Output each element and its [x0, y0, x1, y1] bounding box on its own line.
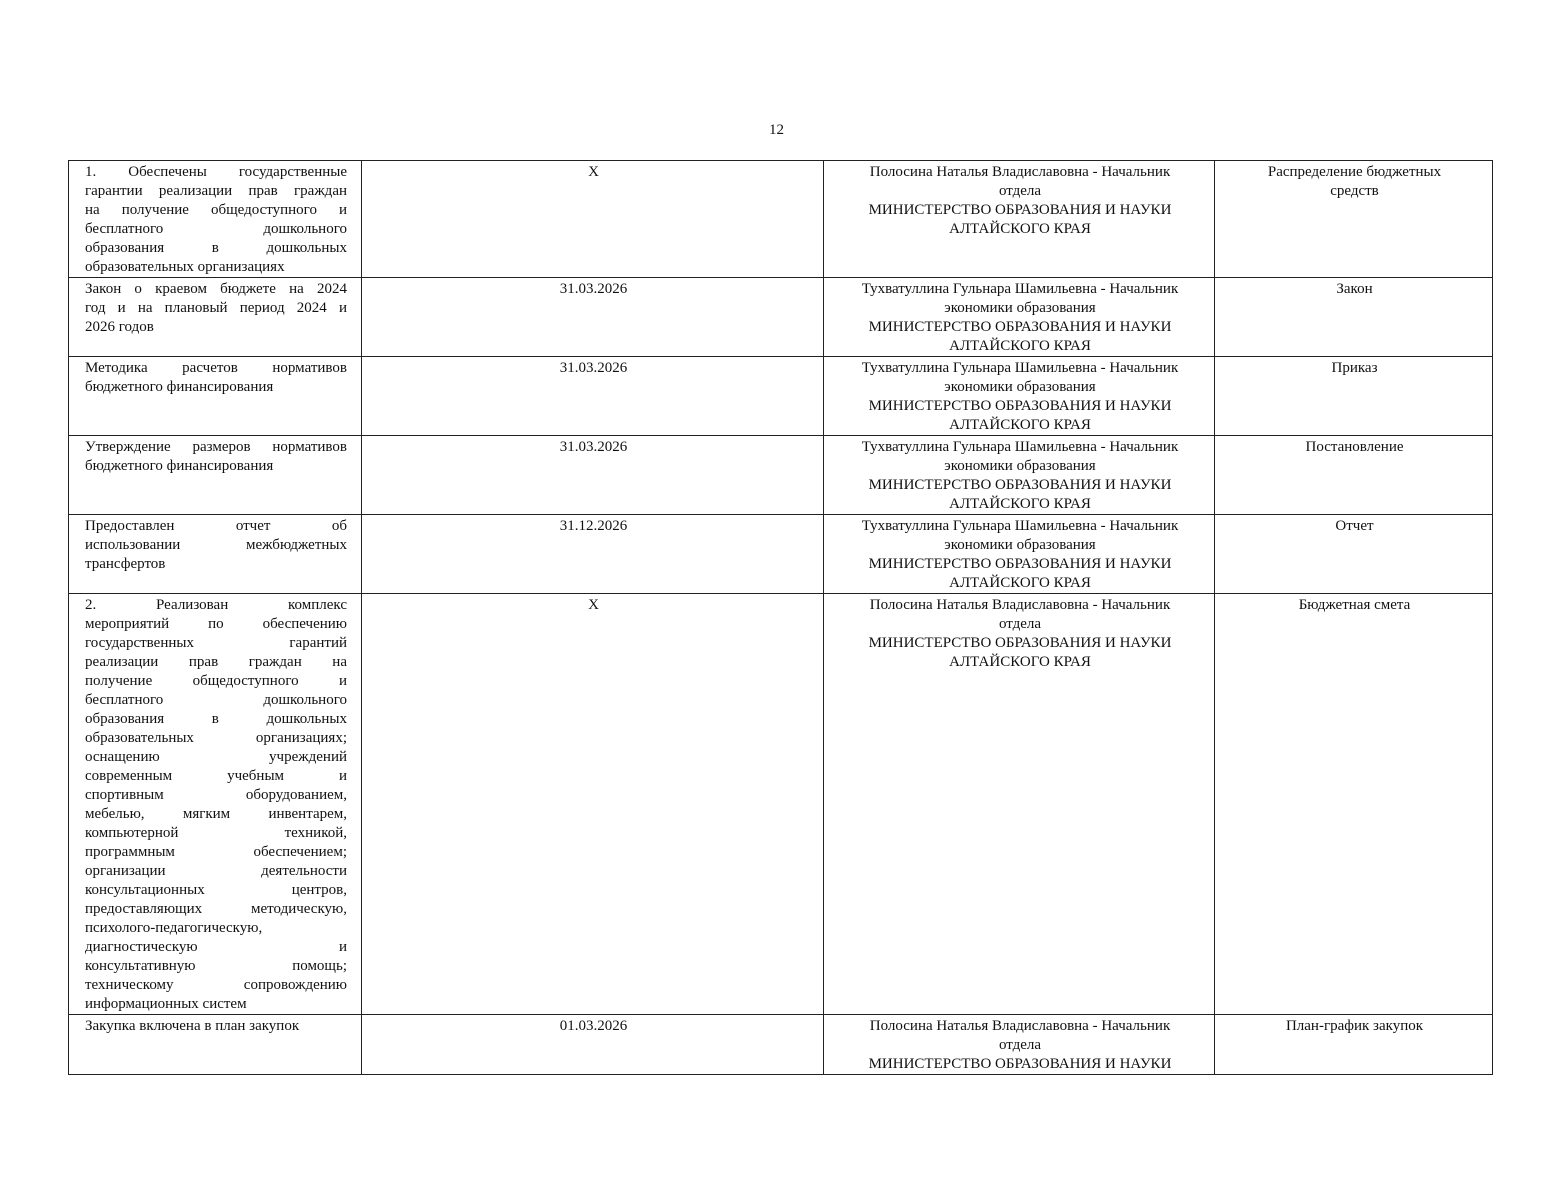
result-text-line: образования в дошкольных [85, 240, 347, 256]
responsible-org1: МИНИСТЕРСТВО ОБРАЗОВАНИЯ И НАУКИ [868, 202, 1172, 218]
date-value: X [588, 597, 599, 613]
responsible-person: Тухватуллина Гульнара Шамильевна - Начальник [861, 281, 1179, 297]
result-text-line: 2. Реализован комплекс [85, 597, 347, 613]
result-text-line: Методика расчетов нормативов [85, 360, 347, 376]
date-cell [362, 515, 824, 594]
date-cell [362, 1015, 824, 1075]
result-text-line: 1. Обеспечены государственные [85, 164, 347, 180]
result-text-line: психолого-педагогическую, [85, 920, 263, 936]
result-text-line: спортивным оборудованием, [85, 787, 347, 803]
document-type-cell [1215, 436, 1493, 515]
document-type-text: Отчет [1335, 518, 1374, 534]
result-text-line: мероприятий по обеспечению [85, 616, 347, 632]
responsible-cell [824, 515, 1215, 594]
document-type-cell [1215, 278, 1493, 357]
result-text-line: гарантии реализации прав граждан [85, 183, 347, 199]
result-cell [69, 278, 362, 357]
result-cell [69, 1015, 362, 1075]
responsible-post: экономики образования [944, 537, 1096, 553]
document-type-cell [1215, 515, 1493, 594]
result-text-line: Закон о краевом бюджете на 2024 [85, 281, 347, 297]
result-text-line: получение общедоступного и [85, 673, 347, 689]
result-text-line: 2026 годов [85, 319, 154, 335]
document-type-text: средств [1330, 183, 1379, 199]
result-text-line: предоставляющих методическую, [85, 901, 347, 917]
date-cell [362, 161, 824, 278]
table-row [69, 436, 1493, 515]
result-text-line: современным учебным и [85, 768, 347, 784]
plan-table [68, 160, 1493, 1075]
document-type-cell [1215, 1015, 1493, 1075]
result-cell [69, 436, 362, 515]
responsible-person: Тухватуллина Гульнара Шамильевна - Начальник [861, 518, 1179, 534]
responsible-post: экономики образования [944, 458, 1096, 474]
responsible-post: отдела [998, 616, 1042, 632]
result-cell [69, 357, 362, 436]
date-value: 01.03.2026 [559, 1018, 628, 1034]
result-text-line: техническому сопровождению [85, 977, 347, 993]
table-row [69, 161, 1493, 278]
document-type-text: Бюджетная смета [1298, 597, 1411, 613]
responsible-org2: АЛТАЙСКОГО КРАЯ [949, 221, 1091, 237]
result-text-line: образовательных организациях [85, 259, 285, 275]
result-text-line: оснащению учреждений [85, 749, 347, 765]
result-text-line: государственных гарантий [85, 635, 347, 651]
result-text-line: консультационных центров, [85, 882, 347, 898]
date-value: X [588, 164, 599, 180]
responsible-org2: АЛТАЙСКОГО КРАЯ [949, 338, 1091, 354]
plan-table-body [69, 161, 1493, 1075]
responsible-person: Тухватуллина Гульнара Шамильевна - Начальник [861, 439, 1179, 455]
date-value: 31.03.2026 [559, 281, 628, 297]
result-cell [69, 594, 362, 1015]
date-value: 31.03.2026 [559, 439, 628, 455]
responsible-cell [824, 278, 1215, 357]
result-text-line: Закупка включена в план закупок [85, 1018, 300, 1034]
result-cell [69, 515, 362, 594]
result-text-line: бесплатного дошкольного [85, 692, 347, 708]
document-type-text: Закон [1336, 281, 1373, 297]
result-text-line: компьютерной техникой, [85, 825, 347, 841]
date-cell [362, 594, 824, 1015]
result-text-line: Утверждение размеров нормативов [85, 439, 347, 455]
responsible-org1: МИНИСТЕРСТВО ОБРАЗОВАНИЯ И НАУКИ [868, 319, 1172, 335]
responsible-org1: МИНИСТЕРСТВО ОБРАЗОВАНИЯ И НАУКИ [868, 635, 1172, 651]
table-row [69, 357, 1493, 436]
result-text-line: реализации прав граждан на [85, 654, 347, 670]
responsible-cell [824, 594, 1215, 1015]
date-value: 31.03.2026 [559, 360, 628, 376]
responsible-org1: МИНИСТЕРСТВО ОБРАЗОВАНИЯ И НАУКИ [868, 556, 1172, 572]
responsible-post: экономики образования [944, 379, 1096, 395]
table-row [69, 1015, 1493, 1075]
table-row [69, 515, 1493, 594]
responsible-org2: АЛТАЙСКОГО КРАЯ [949, 417, 1091, 433]
responsible-cell [824, 357, 1215, 436]
responsible-org1: МИНИСТЕРСТВО ОБРАЗОВАНИЯ И НАУКИ [868, 477, 1172, 493]
responsible-post: отдела [998, 183, 1042, 199]
page-number: 12 [769, 122, 784, 138]
responsible-org1: МИНИСТЕРСТВО ОБРАЗОВАНИЯ И НАУКИ [868, 398, 1172, 414]
responsible-person: Тухватуллина Гульнара Шамильевна - Начальник [861, 360, 1179, 376]
responsible-person: Полосина Наталья Владиславовна - Начальник [869, 1018, 1171, 1034]
result-text-line: диагностическую и [85, 939, 347, 955]
result-text-line: программным обеспечением; [85, 844, 347, 860]
document-type-text: Распределение бюджетных [1267, 164, 1442, 180]
result-text-line: мебелью, мягким инвентарем, [85, 806, 347, 822]
responsible-post: отдела [998, 1037, 1042, 1053]
document-type-text: Постановление [1305, 439, 1404, 455]
date-cell [362, 278, 824, 357]
result-text-line: год и на плановый период 2024 и [85, 300, 347, 316]
responsible-org1: МИНИСТЕРСТВО ОБРАЗОВАНИЯ И НАУКИ [868, 1056, 1172, 1072]
result-text-line: организации деятельности [85, 863, 347, 879]
result-text-line: бюджетного финансирования [85, 379, 274, 395]
document-type-text: План-график закупок [1285, 1018, 1424, 1034]
document-type-cell [1215, 594, 1493, 1015]
result-text-line: трансфертов [85, 556, 166, 572]
responsible-cell [824, 436, 1215, 515]
result-cell [69, 161, 362, 278]
responsible-org2: АЛТАЙСКОГО КРАЯ [949, 654, 1091, 670]
responsible-cell [824, 1015, 1215, 1075]
result-text-line: бесплатного дошкольного [85, 221, 347, 237]
result-text-line: образования в дошкольных [85, 711, 347, 727]
responsible-cell [824, 161, 1215, 278]
result-text-line: Предоставлен отчет об [85, 518, 347, 534]
result-text-line: консультативную помощь; [85, 958, 347, 974]
responsible-org2: АЛТАЙСКОГО КРАЯ [949, 496, 1091, 512]
responsible-post: экономики образования [944, 300, 1096, 316]
document-type-text: Приказ [1331, 360, 1378, 376]
responsible-org2: АЛТАЙСКОГО КРАЯ [949, 575, 1091, 591]
result-text-line: использовании межбюджетных [85, 537, 347, 553]
result-text-line: образовательных организациях; [85, 730, 347, 746]
date-cell [362, 436, 824, 515]
result-text-line: информационных систем [85, 996, 247, 1012]
date-cell [362, 357, 824, 436]
date-value: 31.12.2026 [559, 518, 628, 534]
table-row [69, 278, 1493, 357]
document-type-cell [1215, 161, 1493, 278]
responsible-person: Полосина Наталья Владиславовна - Начальник [869, 164, 1171, 180]
result-text-line: на получение общедоступного и [85, 202, 347, 218]
result-text-line: бюджетного финансирования [85, 458, 274, 474]
table-row [69, 594, 1493, 1015]
responsible-person: Полосина Наталья Владиславовна - Начальник [869, 597, 1171, 613]
document-type-cell [1215, 357, 1493, 436]
